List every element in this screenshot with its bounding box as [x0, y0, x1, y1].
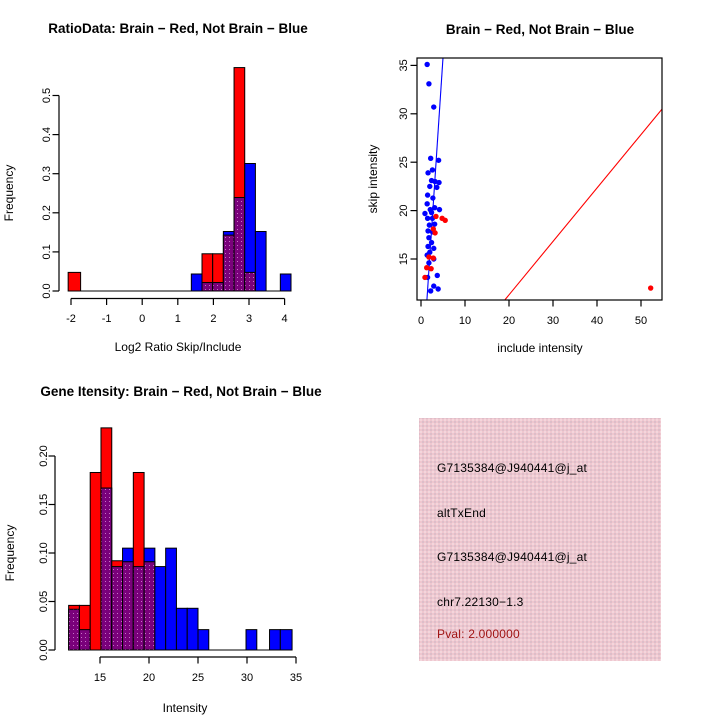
- scatter-point-blue: [430, 167, 435, 172]
- y-axis-label: Frequency: [2, 164, 16, 222]
- hist-bar-overlap: [213, 283, 224, 291]
- y-axis-label: Frequency: [3, 524, 17, 582]
- scatter-point-blue: [424, 62, 429, 67]
- ratio-histogram-plot: [0, 0, 360, 360]
- scatter-point-blue: [426, 81, 431, 86]
- x-tick-label: 3: [245, 313, 253, 325]
- scatter-point-blue: [426, 235, 431, 240]
- hist-bar-blue: [187, 608, 198, 650]
- y-tick-label: 20: [398, 204, 410, 217]
- scatter-point-blue: [427, 222, 432, 227]
- hist-bar-overlap: [144, 562, 155, 650]
- x-tick-label: 0: [139, 313, 146, 325]
- x-tick-label: 0: [417, 315, 425, 327]
- x-tick-label: 25: [191, 672, 205, 684]
- scatter-point-blue: [429, 210, 434, 215]
- intensity-scatter-plot: [360, 0, 720, 360]
- gene-intensity-histogram-plot: [0, 360, 360, 720]
- x-axis-label: Log2 Ratio Skip/Include: [114, 340, 242, 354]
- scatter-point-blue: [427, 184, 432, 189]
- hist-bar-red: [90, 472, 101, 650]
- hist-bar-overlap: [69, 609, 80, 650]
- splice-type-line: altTxEnd: [437, 506, 486, 520]
- hist-bar-overlap: [123, 562, 134, 650]
- scatter-point-blue: [425, 244, 430, 249]
- x-tick-label: 35: [289, 672, 303, 684]
- y-tick-label: 0.20: [38, 445, 50, 467]
- gene_hist-title: Gene Itensity: Brain − Red, Not Brain − Blue: [40, 384, 322, 399]
- scatter-point-blue: [428, 288, 433, 293]
- probe-id-line: G7135384@J940441@j_at: [437, 461, 588, 475]
- probe-id-line-2: G7135384@J940441@j_at: [437, 550, 588, 564]
- hist-bar-overlap: [202, 283, 213, 291]
- y-tick-label: 0.1: [41, 244, 53, 260]
- x-tick-label: -1: [101, 313, 112, 325]
- scatter-point-blue: [431, 283, 436, 288]
- x-tick-label: 50: [634, 315, 648, 327]
- scatter-point-red: [648, 285, 653, 290]
- x-tick-label: 10: [458, 315, 472, 327]
- y-tick-label: 0.3: [41, 166, 53, 182]
- hist-bar-overlap: [245, 272, 256, 291]
- hist-bar-overlap: [133, 567, 144, 650]
- scatter-point-red: [443, 218, 448, 223]
- x-tick-label: 30: [240, 672, 254, 684]
- hist-bar-blue: [155, 567, 166, 650]
- x-tick-label: 4: [281, 313, 288, 325]
- y-tick-label: 35: [398, 59, 410, 72]
- hist-bar-red: [68, 272, 80, 291]
- y-tick-label: 0.15: [38, 493, 50, 516]
- scatter-point-blue: [430, 195, 435, 200]
- scatter-point-blue: [436, 158, 441, 163]
- y-tick-label: 0.2: [41, 205, 53, 221]
- scatter-point-blue: [434, 185, 439, 190]
- scatter-point-blue: [431, 246, 436, 251]
- hist-bar-blue: [166, 548, 177, 650]
- x-axis-label: include intensity: [497, 341, 583, 355]
- x-tick-label: 20: [502, 315, 516, 327]
- hist-bar-overlap: [223, 235, 234, 291]
- hist-bar-overlap: [112, 567, 123, 650]
- scatter-point-blue: [425, 170, 430, 175]
- plot-box: [417, 58, 662, 300]
- pval-line: Pval: 2.000000: [437, 627, 520, 641]
- scatter-point-blue: [432, 221, 437, 226]
- x-axis-label: Intensity: [162, 701, 208, 715]
- ratio-histogram-figure: [0, 0, 360, 360]
- y-tick-label: 30: [398, 107, 410, 120]
- y-tick-label: 0.05: [38, 590, 50, 613]
- scatter-point-blue: [425, 216, 430, 221]
- gene-info-panel: [419, 418, 661, 661]
- x-tick-label: 1: [174, 313, 181, 325]
- hist-bar-overlap: [79, 630, 90, 650]
- scatter-point-blue: [422, 211, 427, 216]
- scatter-point-red: [428, 266, 433, 271]
- scatter-point-blue: [436, 180, 441, 185]
- scatter-point-red: [431, 255, 436, 260]
- hist-bar-blue: [270, 630, 281, 650]
- y-axis-label: skip intensity: [366, 144, 380, 214]
- hist-bar-overlap: [234, 198, 245, 291]
- y-tick-label: 25: [398, 156, 410, 169]
- hist-bar-blue: [280, 274, 291, 291]
- scatter-point-red: [433, 214, 438, 219]
- intensity-scatter-figure: [360, 0, 720, 360]
- scatter-point-blue: [425, 192, 430, 197]
- scatter-point-blue: [437, 207, 442, 212]
- x-tick-label: 40: [590, 315, 604, 327]
- x-tick-label: 20: [142, 672, 156, 684]
- gene-intensity-histogram-figure: [0, 360, 360, 720]
- hist-bar-blue: [191, 274, 202, 291]
- x-tick-label: -2: [66, 313, 76, 325]
- scatter-point-red: [422, 275, 427, 280]
- scatter-point-red: [432, 230, 437, 235]
- hist-bar-blue: [280, 630, 292, 650]
- hist-bar-overlap: [101, 488, 112, 650]
- hist-bar-blue: [255, 231, 266, 291]
- y-tick-label: 0.0: [41, 283, 53, 299]
- intensity_scatter-title: Brain − Red, Not Brain − Blue: [445, 22, 635, 37]
- scatter-point-blue: [424, 201, 429, 206]
- x-tick-label: 30: [546, 315, 560, 327]
- x-tick-label: 15: [93, 672, 107, 684]
- y-tick-label: 0.5: [41, 87, 53, 104]
- scatter-point-blue: [435, 286, 440, 291]
- y-tick-label: 0.00: [38, 639, 50, 661]
- hist-bar-blue: [176, 608, 187, 650]
- y-tick-label: 15: [398, 252, 410, 266]
- fit-line-red: [505, 109, 662, 300]
- hist-bar-blue: [246, 630, 257, 650]
- scatter-point-blue: [428, 156, 433, 161]
- scatter-point-blue: [426, 260, 431, 265]
- x-tick-label: 2: [210, 313, 217, 325]
- y-tick-label: 0.4: [41, 126, 53, 143]
- hist-bar-blue: [198, 630, 209, 650]
- locus-line: chr7.22130−1.3: [437, 595, 524, 609]
- y-tick-label: 0.10: [38, 542, 50, 564]
- ratio_hist-title: RatioData: Brain − Red, Not Brain − Blue: [48, 21, 308, 36]
- scatter-point-blue: [431, 104, 436, 109]
- scatter-point-blue: [435, 273, 440, 278]
- hist-bar-blue: [245, 163, 256, 291]
